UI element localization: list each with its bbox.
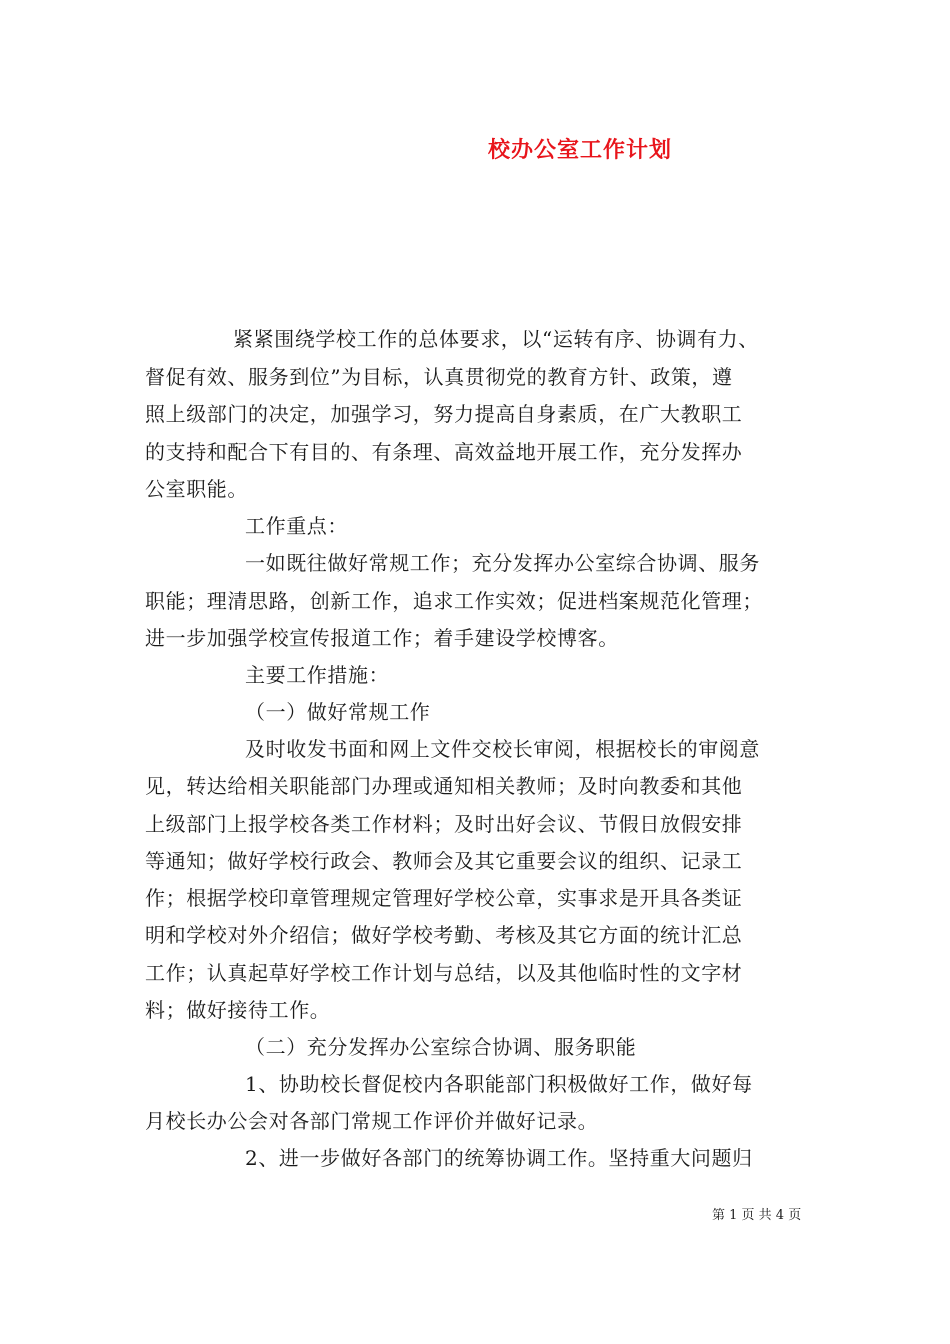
subsection-heading: （一）做好常规工作 <box>245 700 431 724</box>
paragraph-line: 照上级部门的决定，加强学习，努力提高自身素质，在广大教职工 <box>145 402 743 426</box>
section-heading: 主要工作措施： <box>245 663 390 687</box>
paragraph-line: 见，转达给相关职能部门办理或通知相关教师；及时向教委和其他 <box>145 774 743 798</box>
section-heading: 工作重点： <box>245 514 348 538</box>
paragraph-line: 作；根据学校印章管理规定管理好学校公章，实事求是开具各类证 <box>145 886 743 910</box>
paragraph-line: 1、协助校长督促校内各职能部门积极做好工作，做好每 <box>245 1072 753 1096</box>
paragraph-line: 料；做好接待工作。 <box>145 998 331 1022</box>
paragraph-line: 进一步加强学校宣传报道工作；着手建设学校博客。 <box>145 626 619 650</box>
paragraph-line: 明和学校对外介绍信；做好学校考勤、考核及其它方面的统计汇总 <box>145 923 743 947</box>
paragraph-line: 等通知；做好学校行政会、教师会及其它重要会议的组织、记录工 <box>145 849 743 873</box>
paragraph-line: 2、进一步做好各部门的统筹协调工作。坚持重大问题归 <box>245 1146 753 1170</box>
paragraph-line: 职能；理清思路，创新工作，追求工作实效；促进档案规范化管理； <box>145 589 763 613</box>
paragraph-line: 一如既往做好常规工作；充分发挥办公室综合协调、服务 <box>245 551 760 575</box>
paragraph-line: 及时收发书面和网上文件交校长审阅，根据校长的审阅意 <box>245 737 760 761</box>
subsection-heading: （二）充分发挥办公室综合协调、服务职能 <box>245 1035 637 1059</box>
paragraph-line: 月校长办公会对各部门常规工作评价并做好记录。 <box>145 1109 599 1133</box>
paragraph-line: 紧紧围绕学校工作的总体要求，以“运转有序、协调有力、 <box>233 327 759 351</box>
paragraph-line: 督促有效、服务到位”为目标，认真贯彻党的教育方针、政策，遵 <box>145 365 733 389</box>
page-number-footer: 第 1 页 共 4 页 <box>712 1208 802 1223</box>
document-title: 校办公室工作计划 <box>488 137 673 163</box>
paragraph-line: 工作；认真起草好学校工作计划与总结，以及其他临时性的文字材 <box>145 961 743 985</box>
paragraph-line: 的支持和配合下有目的、有条理、高效益地开展工作，充分发挥办 <box>145 440 743 464</box>
paragraph-line: 公室职能。 <box>145 477 248 501</box>
paragraph-line: 上级部门上报学校各类工作材料；及时出好会议、节假日放假安排 <box>145 812 743 836</box>
